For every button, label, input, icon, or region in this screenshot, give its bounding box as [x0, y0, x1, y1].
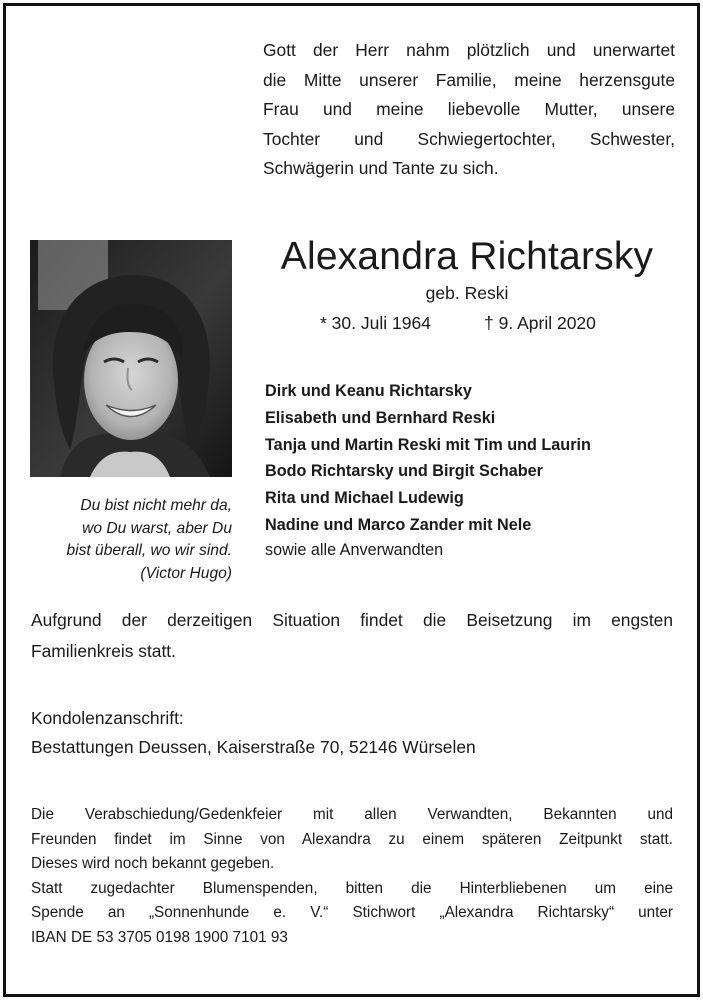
- relatives-line: sowie alle Anverwandten: [265, 541, 444, 559]
- mourner-entry: Dirk und Keanu Richtarsky: [265, 382, 472, 400]
- condolence-address: Bestattungen Deussen, Kaiserstraße 70, 52146 Würselen: [31, 737, 476, 757]
- mourners-list: [265, 378, 675, 539]
- birth-date: * 30. Juli 1964: [320, 313, 431, 333]
- mourner-entry: Rita und Michael Ludewig: [265, 489, 464, 508]
- info-line: Dieses wird noch bekannt gegeben.: [31, 855, 275, 872]
- deceased-name: Alexandra Richtarsky: [280, 235, 654, 278]
- quote: [30, 495, 232, 585]
- info-line: Freunden findet im Sinne von Alexandra zu einem späteren Zeitpunkt statt.: [31, 830, 673, 848]
- intro-line: die Mitte unserer Familie, meine herzensgute: [263, 69, 675, 90]
- quote-author: (Victor Hugo): [140, 564, 232, 582]
- notice-line: Aufgrund der derzeitigen Situation findet die Beisetzung im engsten: [31, 610, 673, 630]
- quote-line: Du bist nicht mehr da,: [80, 497, 232, 514]
- burial-notice: [31, 605, 673, 666]
- intro-line: Schwägerin und Tante zu sich.: [263, 158, 499, 179]
- mourner-entry: Elisabeth und Bernhard Reski: [265, 408, 496, 427]
- death-date: † 9. April 2020: [484, 313, 596, 333]
- mourner-entry: Bodo Richtarsky und Birgit Schaber: [265, 462, 543, 481]
- notice-line: Familienkreis statt.: [31, 640, 176, 661]
- mourner-entry: Tanja und Martin Reski mit Tim und Laurin: [265, 435, 591, 454]
- info-line: Statt zugedachter Blumenspenden, bitten die Hinterbliebenen um eine: [31, 879, 673, 897]
- iban-line: IBAN DE 53 3705 0198 1900 7101 93: [31, 928, 288, 946]
- portrait-photo: [30, 240, 232, 477]
- mourner-entry: Nadine und Marco Zander mit Nele: [265, 515, 532, 534]
- birth-name: geb. Reski: [425, 283, 509, 303]
- info-line: Spende an „Sonnenhunde e. V.“ Stichwort „Alexandra Richtarsky“ unter: [31, 904, 673, 921]
- memorial-info: [31, 803, 673, 950]
- quote-line: wo Du warst, aber Du: [82, 519, 232, 537]
- intro-line: Tochter und Schwiegertochter, Schwester,: [263, 128, 675, 149]
- intro-text: [263, 36, 675, 184]
- info-line: Die Verabschiedung/Gedenkfeier mit allen Verwandten, Bekannten und: [31, 806, 673, 823]
- intro-line: Gott der Herr nahm plötzlich und unerwartet: [263, 40, 675, 60]
- intro-line: Frau und meine liebevolle Mutter, unsere: [263, 99, 675, 120]
- quote-line: bist überall, wo wir sind.: [66, 542, 232, 559]
- condolence-label: Kondolenzanschrift:: [31, 708, 184, 728]
- portrait-image: [30, 240, 232, 477]
